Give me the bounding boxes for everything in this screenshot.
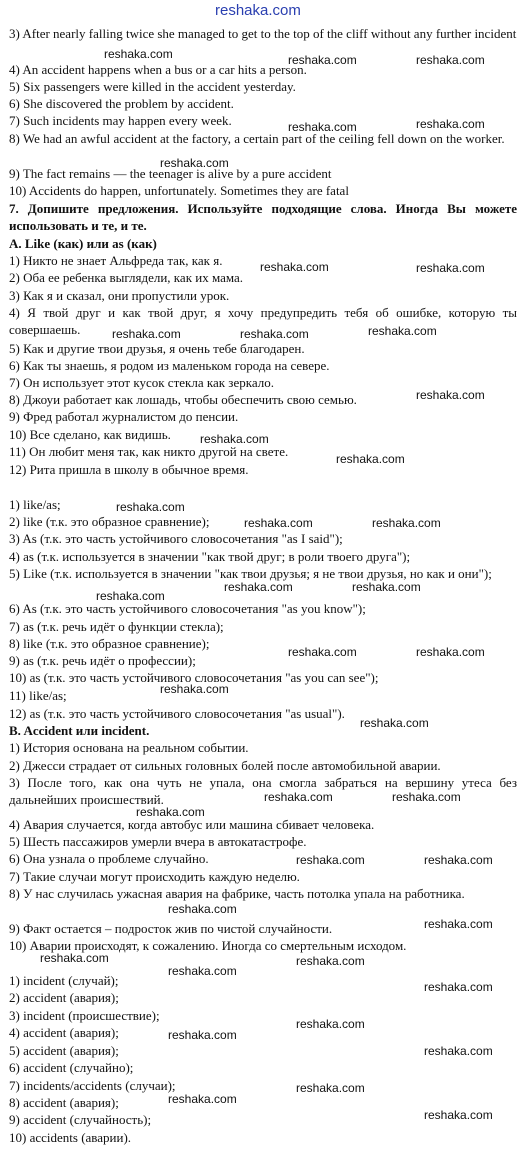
- exercise-heading: 7. Допишите предложения. Используйте подходящие слова. Иногда Вы можете использовать и те, и те.: [9, 201, 517, 233]
- text-line: 11) Он любит меня так, как никто другой на свете.: [9, 444, 289, 459]
- text-line: 7) Он использует этот кусок стекла как зеркало.: [9, 375, 274, 390]
- text-line: 7) Такие случаи могут происходить каждую неделю.: [9, 869, 300, 884]
- text-line: 2) Джесси страдает от сильных головных болей после автомобильной аварии.: [9, 758, 441, 773]
- text-line: 9) Факт остается – подросток жив по чистой случайности.: [9, 921, 333, 936]
- answer-line: 7) as (т.к. речь идёт о функции стекла);: [9, 619, 224, 634]
- watermark: reshaka.com: [368, 324, 437, 338]
- watermark: reshaka.com: [424, 853, 493, 867]
- watermark: reshaka.com: [168, 1028, 237, 1042]
- text-line: 4) Я твой друг и как твой друг, я хочу предупредить тебя об ошибке, которую ты совершаешь.: [9, 305, 517, 337]
- text-line: 3) Как я и сказал, они пропустили урок.: [9, 288, 230, 303]
- answer-line: 10) accidents (аварии).: [9, 1130, 132, 1145]
- watermark: reshaka.com: [288, 120, 357, 134]
- watermark: reshaka.com: [296, 954, 365, 968]
- watermark: reshaka.com: [296, 853, 365, 867]
- section-heading-b: B. Accident или incident.: [9, 723, 150, 738]
- text-line: 5) Six passengers were killed in the accident yesterday.: [9, 79, 296, 94]
- watermark: reshaka.com: [244, 516, 313, 530]
- watermark: reshaka.com: [416, 53, 485, 67]
- text-line: 3) After nearly falling twice she managed to get to the top of the cliff without any further incident: [9, 26, 517, 41]
- text-line: 9) Фред работал журналистом до пенсии.: [9, 409, 239, 424]
- text-line: 4) An accident happens when a bus or a car hits a person.: [9, 62, 307, 77]
- watermark: reshaka.com: [372, 516, 441, 530]
- answer-line: 2) accident (авария);: [9, 990, 119, 1005]
- answer-line: 3) incident (происшествие);: [9, 1008, 160, 1023]
- answer-line: 12) as (т.к. это часть устойчивого словосочетания "as usual").: [9, 706, 345, 721]
- watermark: reshaka.com: [416, 645, 485, 659]
- answer-line: 7) incidents/accidents (случаи);: [9, 1078, 176, 1093]
- section-heading-a: A. Like (как) или as (как): [9, 236, 157, 251]
- watermark: reshaka.com: [112, 327, 181, 341]
- watermark: reshaka.com: [424, 980, 493, 994]
- answer-line: 4) as (т.к. используется в значении "как твой друг; в роли твоего друга");: [9, 549, 411, 564]
- watermark: reshaka.com: [240, 327, 309, 341]
- answer-line: 9) as (т.к. речь идёт о профессии);: [9, 653, 196, 668]
- answer-line: 5) Like (т.к. используется в значении "как твои друзья; я не твои друзья, но как и они");: [9, 566, 492, 581]
- text-line: 6) Как ты знаешь, я родом из маленьком города на севере.: [9, 358, 330, 373]
- answer-line: 6) accident (случайно);: [9, 1060, 134, 1075]
- text-line: 6) Она узнала о проблеме случайно.: [9, 851, 209, 866]
- watermark: reshaka.com: [200, 432, 269, 446]
- answer-line: 10) as (т.к. это часть устойчивого словосочетания "as you can see");: [9, 670, 379, 685]
- watermark: reshaka.com: [416, 388, 485, 402]
- text-line: 2) Оба ее ребенка выглядели, как их мама.: [9, 270, 244, 285]
- text-line: 10) Accidents do happen, unfortunately. Sometimes they are fatal: [9, 183, 349, 198]
- watermark: reshaka.com: [160, 156, 229, 170]
- watermark: reshaka.com: [296, 1081, 365, 1095]
- watermark: reshaka.com: [40, 951, 109, 965]
- text-line: 9) The fact remains — the teenager is alive by a pure accident: [9, 166, 332, 181]
- answer-line: 8) like (т.к. это образное сравнение);: [9, 636, 210, 651]
- watermark: reshaka.com: [224, 580, 293, 594]
- answer-line: 9) accident (случайность);: [9, 1112, 152, 1127]
- text-line: 1) Никто не знает Альфреда так, как я.: [9, 253, 223, 268]
- text-line: 8) Джоуи работает как лошадь, чтобы обеспечить свою семью.: [9, 392, 357, 407]
- watermark: reshaka.com: [424, 917, 493, 931]
- text-line: 10) Все сделано, как видишь.: [9, 427, 171, 442]
- watermark: reshaka.com: [136, 805, 205, 819]
- answer-line: 3) As (т.к. это часть устойчивого словосочетания "as I said");: [9, 531, 343, 546]
- text-line: 3) После того, как она чуть не упала, она смогла забраться на вершину утеса без дальнейших происшествий.: [9, 775, 517, 807]
- text-line: 1) История основана на реальном событии.: [9, 740, 249, 755]
- site-watermark-header: reshaka.com: [215, 2, 301, 19]
- text-line: 5) Как и другие твои друзья, я очень тебе благодарен.: [9, 341, 305, 356]
- watermark: reshaka.com: [360, 716, 429, 730]
- answer-line: 8) accident (авария);: [9, 1095, 119, 1110]
- watermark: reshaka.com: [116, 500, 185, 514]
- watermark: reshaka.com: [168, 964, 237, 978]
- text-line: 10) Аварии происходят, к сожалению. Иногда со смертельным исходом.: [9, 938, 407, 953]
- answer-line: 5) accident (авария);: [9, 1043, 119, 1058]
- text-line: 12) Рита пришла в школу в обычное время.: [9, 462, 249, 477]
- watermark: reshaka.com: [260, 260, 329, 274]
- watermark: reshaka.com: [104, 47, 173, 61]
- text-line: 4) Авария случается, когда автобус или машина сбивает человека.: [9, 817, 375, 832]
- answer-line: 11) like/as;: [9, 688, 67, 703]
- watermark: reshaka.com: [264, 790, 333, 804]
- watermark: reshaka.com: [296, 1017, 365, 1031]
- text-line: 8) We had an awful accident at the factory, a certain part of the ceiling fell down on the worker.: [9, 131, 505, 146]
- watermark: reshaka.com: [288, 53, 357, 67]
- watermark: reshaka.com: [336, 452, 405, 466]
- answer-line: 6) As (т.к. это часть устойчивого словосочетания "as you know");: [9, 601, 366, 616]
- text-line: 8) У нас случилась ужасная авария на фабрике, часть потолка упала на работника.: [9, 886, 465, 901]
- answer-line: 2) like (т.к. это образное сравнение);: [9, 514, 210, 529]
- watermark: reshaka.com: [352, 580, 421, 594]
- text-line: 5) Шесть пассажиров умерли вчера в автокатастрофе.: [9, 834, 307, 849]
- watermark: reshaka.com: [168, 902, 237, 916]
- text-line: 7) Such incidents may happen every week.: [9, 113, 232, 128]
- answer-line: 1) like/as;: [9, 497, 61, 512]
- text-line: 6) She discovered the problem by accident.: [9, 96, 234, 111]
- watermark: reshaka.com: [392, 790, 461, 804]
- watermark: reshaka.com: [424, 1108, 493, 1122]
- watermark: reshaka.com: [424, 1044, 493, 1058]
- watermark: reshaka.com: [160, 682, 229, 696]
- answer-line: 4) accident (авария);: [9, 1025, 119, 1040]
- watermark: reshaka.com: [168, 1092, 237, 1106]
- answer-line: 1) incident (случай);: [9, 973, 119, 988]
- watermark: reshaka.com: [416, 261, 485, 275]
- watermark: reshaka.com: [288, 645, 357, 659]
- watermark: reshaka.com: [416, 117, 485, 131]
- watermark: reshaka.com: [96, 589, 165, 603]
